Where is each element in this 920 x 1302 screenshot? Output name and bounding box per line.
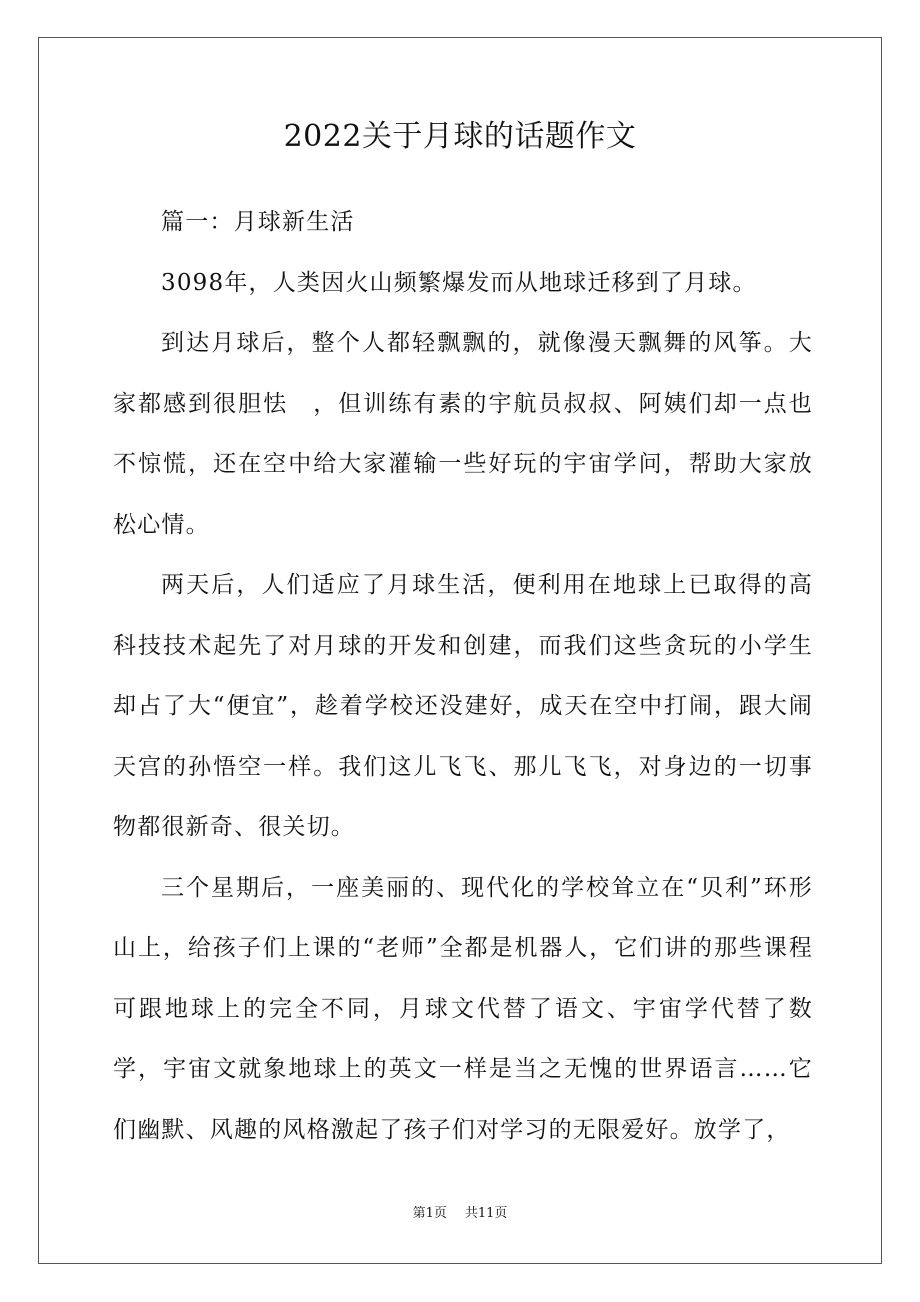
document-body <box>113 192 813 1160</box>
page-total: 共11页 <box>464 1206 508 1221</box>
section-heading: 篇一：月球新生活 <box>161 209 355 235</box>
paragraph-1: 3098年，人类因火山频繁爆发而从地球迁移到了月球。 <box>161 269 757 296</box>
paragraph-2: 到达月球后，整个人都轻飘飘的，就像漫天飘舞的风筝。大家都感到很胆怯 ，但训练有素的宇航员叔叔、阿姨们却一点也不惊慌，还在空中给大家灌输一些好玩的宇宙学问，帮助大家放松心情。 <box>113 330 813 538</box>
paragraph-3: 两天后，人们适应了月球生活，便利用在地球上已取得的高科技技术起先了对月球的开发和创建，而我们这些贪玩的小学生却占了大“便宜”，趁着学校还没建好，成天在空中打闹，跟大闹天宫的孙悟空一样。我们这儿飞飞、那儿飞飞，对身边的一切事物都很新奇、很关切。 <box>113 572 813 840</box>
page-number: 第1页 <box>412 1206 447 1221</box>
document-title: 2022关于月球的话题作文 <box>283 119 637 154</box>
paragraph-4: 三个星期后，一座美丽的、现代化的学校耸立在“贝利”环形山上，给孩子们上课的“老师”全都是机器人，它们讲的那些课程可跟地球上的完全不同，月球文代替了语文、宇宙学代替了数学，宇宙文就象地球上的英文一样是当之无愧的世界语言……它们幽默、风趣的风格激起了孩子们对学习的无限爱好。放学了， <box>113 874 813 1143</box>
page-footer <box>0 1204 920 1224</box>
